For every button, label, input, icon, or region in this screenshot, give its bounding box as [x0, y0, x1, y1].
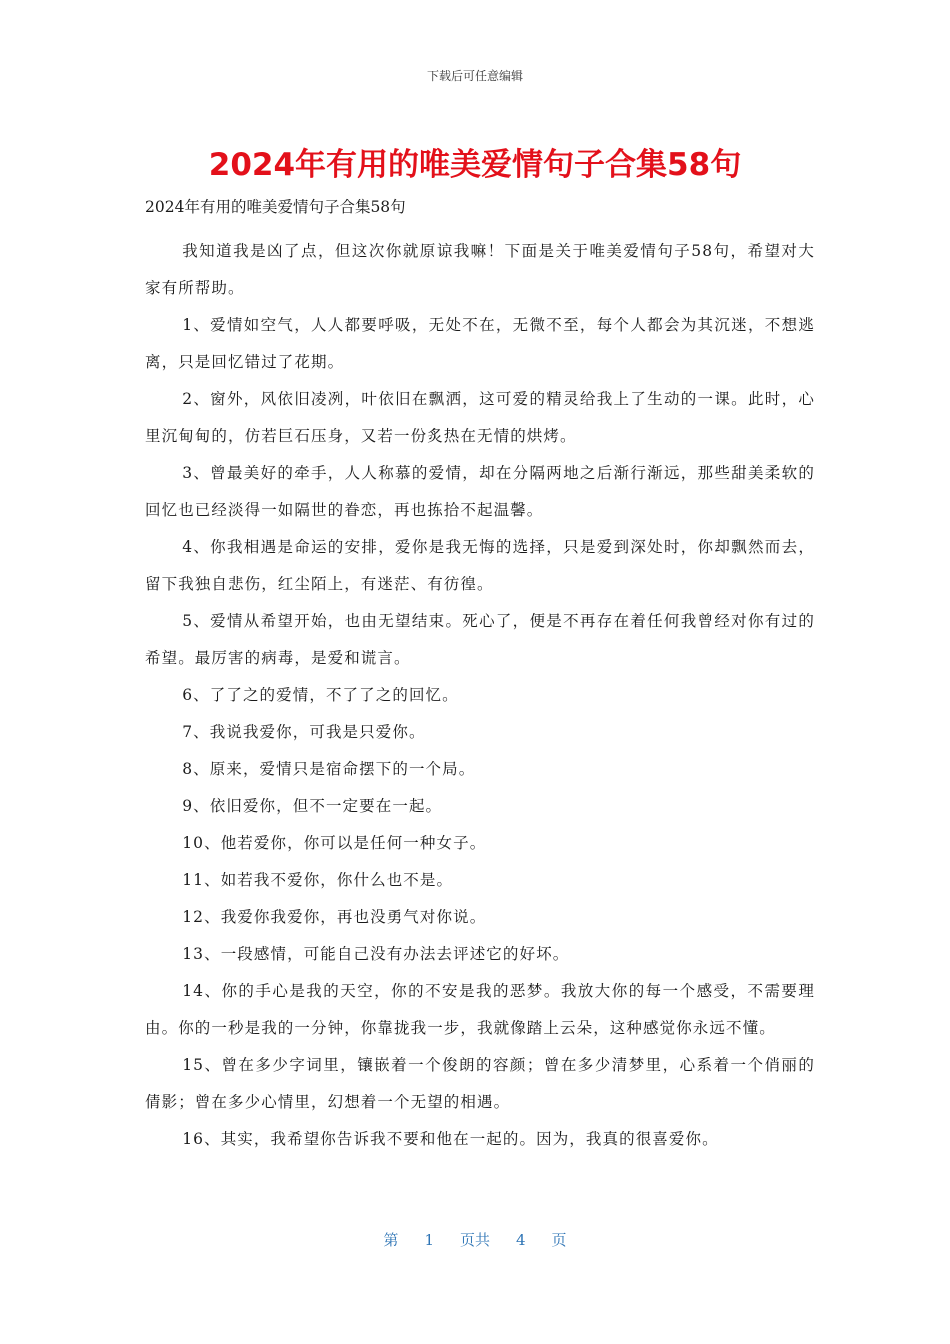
quote-paragraph: 1、爱情如空气，人人都要呼吸，无处不在，无微不至，每个人都会为其沉迷，不想逃离，只是回忆错过了花期。: [145, 316, 815, 371]
quote-paragraph: 2、窗外，风依旧凌冽，叶依旧在飘洒，这可爱的精灵给我上了生动的一课。此时，心里沉甸甸的，仿若巨石压身，又若一份炙热在无情的烘烤。: [145, 390, 815, 445]
quote-paragraph: 6、了了之的爱情，不了了之的回忆。: [182, 686, 459, 704]
quote-paragraph: 5、爱情从希望开始，也由无望结束。死心了，便是不再存在着任何我曾经对你有过的希望。最厉害的病毒，是爱和谎言。: [145, 612, 815, 667]
quote-paragraph: 4、你我相遇是命运的安排，爱你是我无悔的选择，只是爱到深处时，你却飘然而去，留下我独自悲伤，红尘陌上，有迷茫、有彷徨。: [145, 538, 815, 593]
quote-paragraph: 7、我说我爱你，可我是只爱你。: [182, 723, 426, 741]
quote-paragraph: 11、如若我不爱你，你什么也不是。: [182, 871, 454, 889]
quote-paragraph: 15、曾在多少字词里，镶嵌着一个俊朗的容颜；曾在多少清梦里，心系着一个俏丽的倩影；曾在多少心情里，幻想着一个无望的相遇。: [145, 1056, 815, 1111]
quote-paragraph: 16、其实，我希望你告诉我不要和他在一起的。因为，我真的很喜爱你。: [182, 1130, 719, 1148]
page-of-label: 页共: [459, 1231, 490, 1249]
quote-paragraph: 14、你的手心是我的天空，你的不安是我的恶梦。我放大你的每一个感受，不需要理由。你的一秒是我的一分钟，你靠拢我一步，我就像踏上云朵，这种感觉你永远不懂。: [145, 982, 815, 1037]
quote-paragraph: 8、原来，爱情只是宿命摆下的一个局。: [182, 760, 476, 778]
quote-paragraph: 13、一段感情，可能自己没有办法去评述它的好坏。: [182, 945, 570, 963]
quote-paragraph: 3、曾最美好的牵手，人人称慕的爱情，却在分隔两地之后渐行渐远，那些甜美柔软的回忆也已经淡得一如隔世的眷恋，再也拣拾不起温馨。: [145, 464, 815, 519]
quote-paragraph: 10、他若爱你，你可以是任何一种女子。: [182, 834, 487, 852]
quote-paragraph: 12、我爱你我爱你，再也没勇气对你说。: [182, 908, 487, 926]
intro-paragraph: 我知道我是凶了点，但这次你就原谅我嘛！下面是关于唯美爱情句子58句，希望对大家有所帮助。: [145, 242, 815, 297]
header-note: 下载后可任意编辑: [426, 69, 523, 83]
document-body: [145, 195, 815, 1158]
document-title: 2024年有用的唯美爱情句子合集58句: [208, 147, 742, 183]
quote-paragraph: 9、依旧爱你，但不一定要在一起。: [182, 797, 443, 815]
total-pages: 4: [516, 1231, 526, 1249]
page-label: 第: [383, 1231, 399, 1249]
page-suffix: 页: [551, 1231, 567, 1249]
page-number: 1: [424, 1231, 434, 1249]
document-subtitle: 2024年有用的唯美爱情句子合集58句: [145, 198, 406, 216]
page-footer: [0, 1229, 950, 1250]
